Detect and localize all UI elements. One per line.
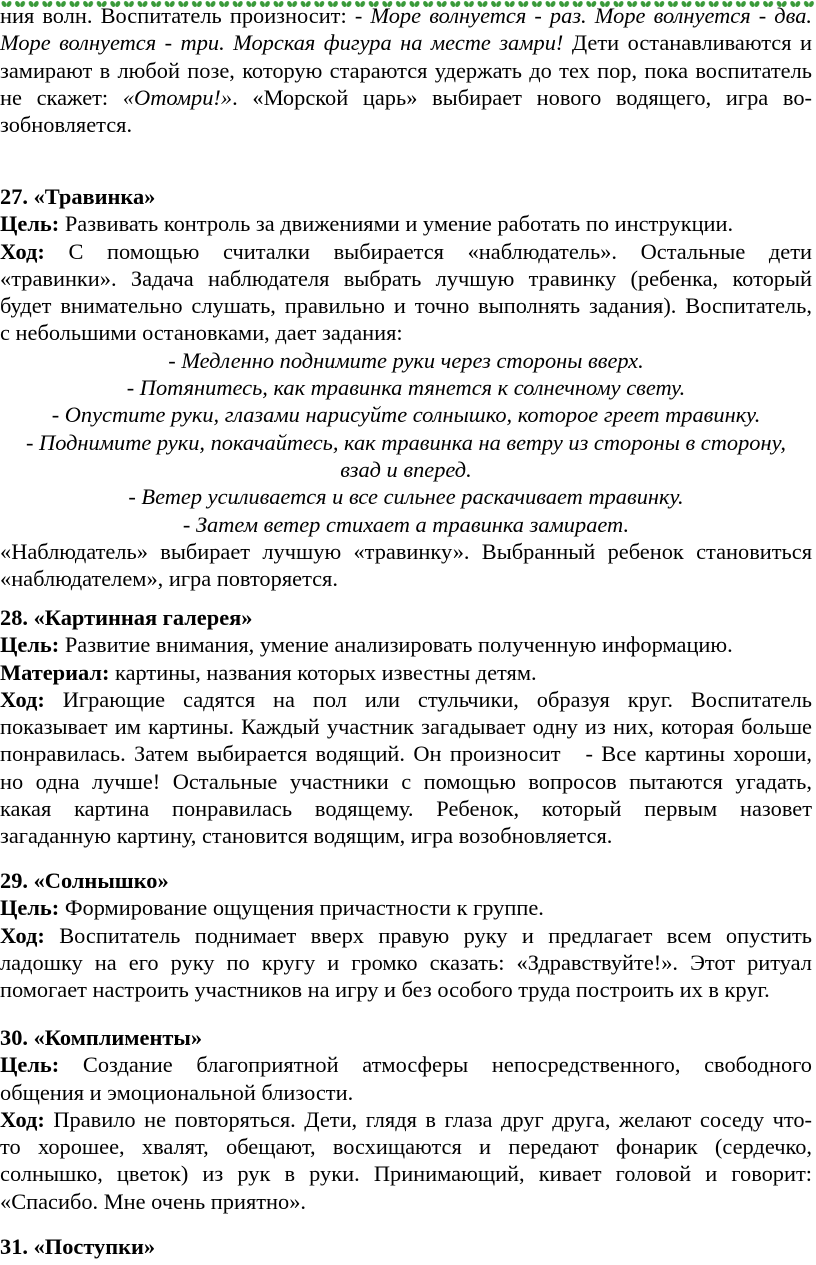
move-line-1: Ход: С помощью считалки выбирается «наблюдатель». Остальные дети [0,238,812,264]
section-31 [0,1233,812,1260]
move-line-1: Ход: Правило не повторяться. Дети, глядя в глаза друг друга, желают соседу что- [0,1106,812,1132]
instruction-4a: - Поднимите руки, покачайтесь, как травинка на ветру из стороны в сторону, [25,429,787,455]
instruction-1: - Медленно поднимите руки через стороны вверх. [168,347,644,373]
move-line-2: ладошку на его руку по кругу и громко сказать: «Здравствуйте!». Этот ритуал [0,949,812,975]
move-line-5: какая картина понравилась водящему. Ребенок, который первым назовет [0,796,812,822]
goal-line-2: общения и эмоциональной близости. [0,1079,354,1105]
intro-line-3: замирают в любой позе, которую стараются удержать до тех пор, пока воспитатель [0,57,812,83]
section-28 [0,604,812,850]
intro-line-5: зобновляется. [0,112,133,138]
section-30 [0,1024,812,1215]
move-line-1: Ход: Играющие садятся на пол или стульчики, образуя круг. Воспитатель [0,686,812,712]
move-line-2: «травинки». Задача наблюдателя выбрать лучшую травинку (ребенка, который [0,265,812,291]
move-line-4: с небольшими остановками, дает задания: [0,320,403,346]
move-line-3: солнышко, цветок) из рук в руки. Принимающий, кивает головой и говорит: [0,1161,812,1187]
section-27 [0,183,812,592]
goal-line: Цель: Развитие внимания, умение анализировать полученную информацию. [0,632,733,658]
move-line-3: понравилась. Затем выбирается водящий. Он произносит - Все картины хороши, [0,741,812,767]
intro-line-2: Море волнуется - три. Морская фигура на месте замри! Дети останавливаются и [0,30,812,56]
goal-line: Цель: Развивать контроль за движениями и умение работать по инструкции. [0,211,734,237]
move-line-4: «Спасибо. Мне очень приятно». [0,1188,307,1214]
intro-line-1: ния волн. Воспитатель произносит: - Море волнуется - раз. Море волнуется - два. [0,3,812,28]
end-line-1: «Наблюдатель» выбирает лучшую «травинку». Выбранный ребенок становиться [0,538,812,564]
material-line: Материал: картины, названия которых известны детям. [0,659,537,685]
move-line-2: то хорошее, хвалят, обещают, восхищаются и передают фонарик (сердечко, [0,1134,812,1160]
goal-line: Цель: Формирование ощущения причастности к группе. [0,895,544,921]
section-title: 30. «Комплименты» [0,1025,203,1050]
move-line-4: но одна лучше! Остальные участники с помощью вопросов пытаются угадать, [0,768,812,794]
move-line-1: Ход: Воспитатель поднимает вверх правую руку и предлагает всем опустить [0,922,812,948]
section-title: 29. «Солнышко» [0,868,169,893]
instruction-6: - Затем ветер стихает а травинка замирает. [182,511,630,537]
move-line-3: будет внимательно слушать, правильно и точно выполнять задания). Воспитатель, [0,293,812,319]
move-line-3: помогает настроить участников на игру и без особого труда построить их в круг. [0,977,770,1003]
instruction-4b: взад и вперед. [340,456,472,482]
section-title: 31. «Поступки» [0,1234,156,1259]
section-title: 27. «Травинка» [0,184,156,209]
intro-block [0,2,812,138]
move-line-6: загаданную картину, становится водящим, игра возобновляется. [0,823,613,849]
instruction-2: - Потянитесь, как травинка тянется к солнечному свету. [126,375,686,401]
section-29 [0,867,812,1003]
instruction-5: - Ветер усиливается и все сильнее раскачивает травинку. [128,484,684,510]
move-line-2: показывает им картины. Каждый участник загадывает одну из них, которая больше [0,714,812,740]
goal-line-1: Цель: Создание благоприятной атмосферы непосредственного, свободного [0,1052,812,1078]
end-line-2: «наблюдателем», игра повторяется. [0,566,338,592]
intro-line-4: не скажет: «Отомри!». «Морской царь» выбирает нового водящего, игра во- [0,84,812,110]
section-title: 28. «Картинная галерея» [0,605,253,630]
instruction-3: - Опустите руки, глазами нарисуйте солнышко, которое греет травинку. [51,402,761,428]
